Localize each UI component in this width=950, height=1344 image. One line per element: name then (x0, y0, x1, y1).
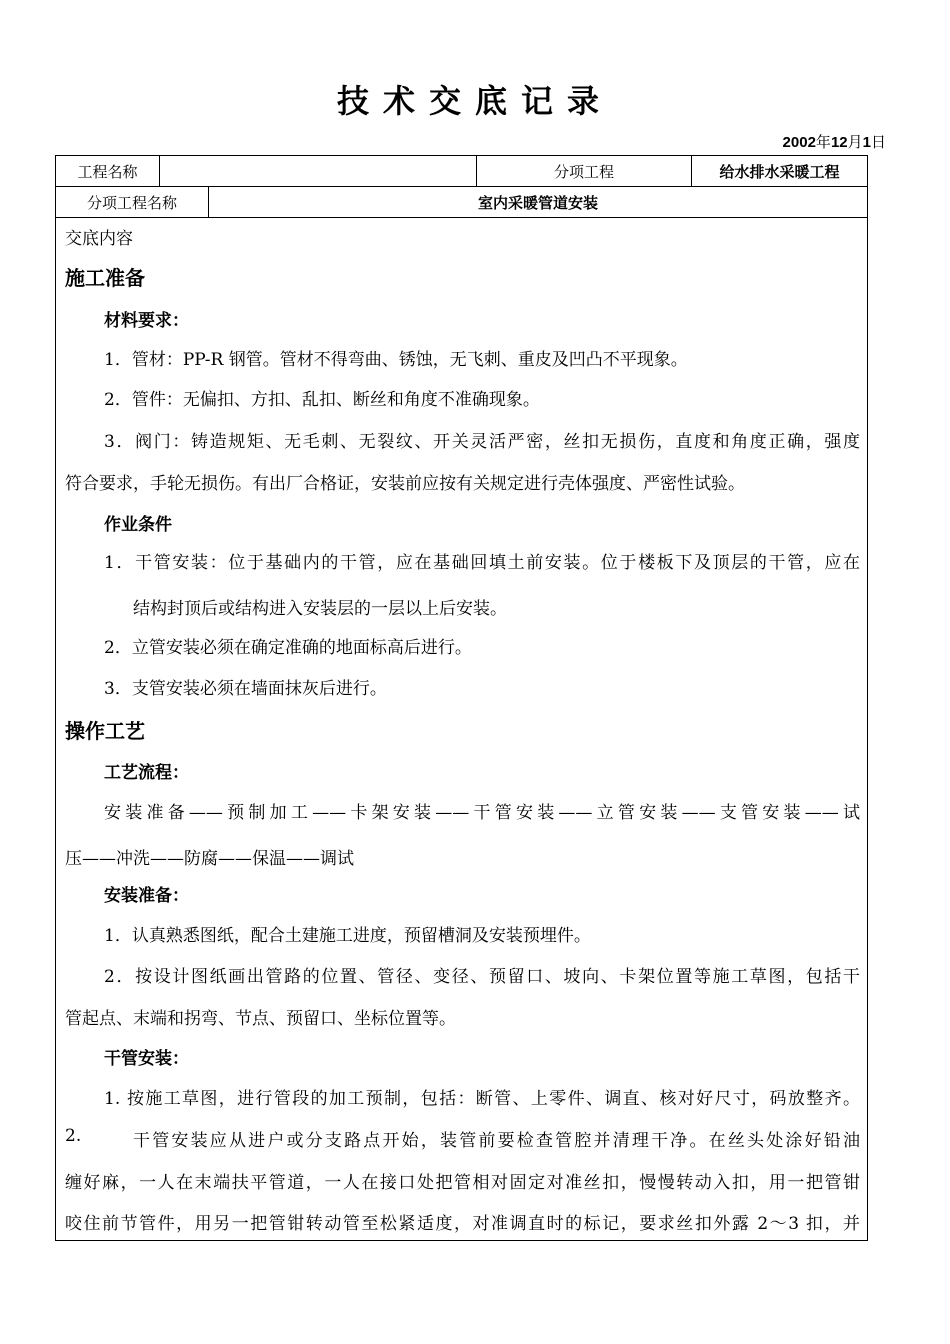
prep-item-1: 1．认真熟悉图纸，配合土建施工进度，预留槽洞及安装预埋件。 (104, 926, 591, 946)
content-label: 交底内容 (65, 229, 133, 249)
main-pipe-item-2-number: 2. (65, 1126, 82, 1146)
main-pipe-item-2b: 缠好麻，一人在末端扶平管道，一人在接口处把管相对固定对准丝扣，慢慢转动入扣，用一把管钳 (65, 1173, 860, 1193)
flow-text-b: 压——冲洗——防腐——保温——调试 (65, 849, 354, 869)
materials-item-1: 1．管材：PP-R 钢管。管材不得弯曲、锈蚀，无飞刺、重皮及凹凸不平现象。 (104, 350, 688, 370)
disclosure-content (56, 218, 867, 1240)
header-row-2 (56, 187, 867, 218)
record-table (55, 155, 868, 1241)
conditions-item-3: 3．支管安装必须在墙面抹灰后进行。 (104, 679, 387, 699)
main-pipe-item-1: 1. 按施工草图，进行管段的加工预制，包括：断管、上零件、调直、核对好尺寸，码放整齐。 (104, 1089, 860, 1109)
date-month: 12 (830, 134, 848, 151)
date-month-suffix: 月 (847, 134, 863, 151)
date-year-suffix: 年 (815, 134, 831, 151)
conditions-item-2: 2．立管安装必须在确定准确的地面标高后进行。 (104, 638, 472, 658)
main-pipe-item-2a: 干管安装应从进户或分支路点开始，装管前要检查管腔并清理干净。在丝头处涂好铅油 (133, 1131, 860, 1151)
conditions-item-1b: 结构封顶后或结构进入安装层的一层以上后安装。 (133, 599, 507, 619)
record-date (783, 131, 886, 152)
sub-project-name-label: 分项工程名称 (56, 187, 209, 217)
conditions-heading: 作业条件 (104, 515, 172, 535)
project-name-label: 工程名称 (56, 156, 160, 186)
date-day: 1 (862, 134, 871, 151)
prep-heading: 安装准备： (104, 886, 189, 906)
section-operation-process: 操作工艺 (65, 719, 145, 743)
section-construction-prep: 施工准备 (65, 266, 145, 290)
materials-item-2: 2．管件：无偏扣、方扣、乱扣、断丝和角度不准确现象。 (104, 390, 540, 410)
sub-project-name-value: 室内采暖管道安装 (477, 193, 598, 212)
date-year: 2002 (782, 134, 816, 151)
materials-item-3a: 3．阀门：铸造规矩、无毛刺、无裂纹、开关灵活严密，丝扣无损伤，直度和角度正确，强度 (104, 432, 860, 452)
main-pipe-item-2c: 咬住前节管件，用另一把管钳转动管至松紧适度，对准调直时的标记，要求丝扣外露 2～3 扣，并 (65, 1214, 860, 1234)
header-row-1 (56, 156, 867, 187)
prep-item-2b: 管起点、末端和拐弯、节点、预留口、坐标位置等。 (65, 1009, 456, 1029)
flow-heading: 工艺流程： (104, 763, 189, 783)
project-name-value (160, 156, 477, 186)
conditions-item-1a: 1．干管安装：位于基础内的干管，应在基础回填土前安装。位于楼板下及顶层的干管，应在 (104, 553, 860, 573)
date-day-suffix: 日 (870, 134, 886, 151)
flow-text-a: 安装准备——预制加工——卡架安装——干管安装——立管安装——支管安装——试 (104, 803, 860, 823)
page-title: 技术交底记录 (336, 82, 613, 120)
materials-item-3b: 符合要求，手轮无损伤。有出厂合格证，安装前应按有关规定进行壳体强度、严密性试验。 (65, 474, 745, 494)
materials-heading: 材料要求： (104, 311, 189, 331)
sub-project-label: 分项工程 (477, 156, 692, 186)
prep-item-2a: 2．按设计图纸画出管路的位置、管径、变径、预留口、坡向、卡架位置等施工草图，包括干 (104, 967, 860, 987)
sub-project-value: 给水排水采暖工程 (719, 162, 840, 181)
main-pipe-heading: 干管安装： (104, 1049, 189, 1069)
